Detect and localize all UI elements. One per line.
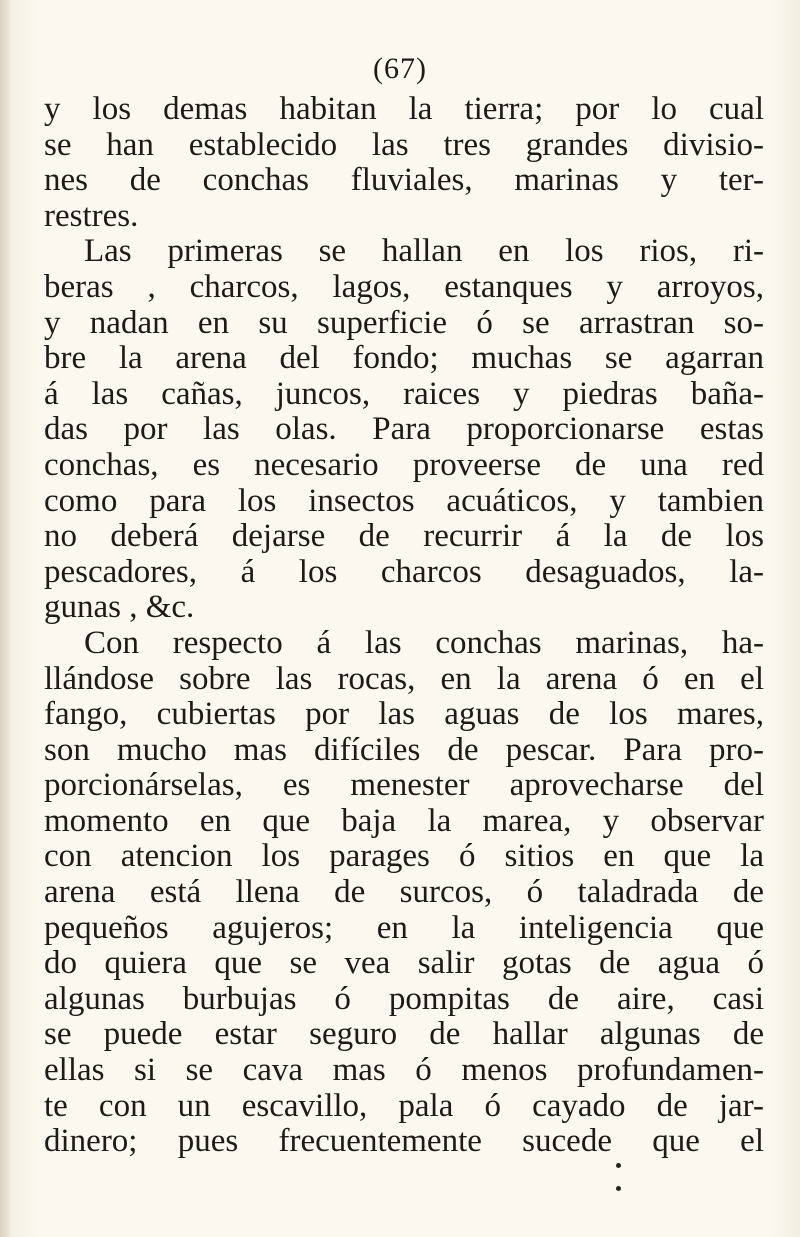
text-line: no deberá dejarse de recurrir á la de los — [44, 518, 764, 555]
signature-dot — [616, 1186, 621, 1191]
text-line: pequeños agujeros; en la inteligencia que — [44, 909, 764, 946]
text-line: do quiera que se vea salir gotas de agua ó — [44, 945, 764, 982]
text-line: se han establecido las tres grandes divisio- — [44, 126, 764, 163]
body-text — [44, 92, 764, 1160]
text-line: se puede estar seguro de hallar algunas de — [44, 1016, 764, 1053]
text-line: y los demas habitan la tierra; por lo cual — [44, 91, 764, 127]
text-line: nes de conchas fluviales, marinas y ter- — [44, 162, 764, 199]
text-line: como para los insectos acuáticos, y tambien — [44, 482, 764, 519]
text-line: dinero; pues frecuentemente sucede que el — [44, 1123, 764, 1160]
text-line: bre la arena del fondo; muchas se agarran — [44, 340, 764, 377]
signature-dot — [616, 1163, 621, 1168]
text-line: ellas si se cava mas ó menos profundamen- — [44, 1052, 764, 1089]
text-line: y nadan en su superficie ó se arrastran so- — [44, 304, 764, 341]
text-line: á las cañas, juncos, raices y piedras baña- — [44, 375, 764, 412]
text-line: porcionárselas, es menester aprovecharse del — [44, 767, 764, 804]
text-line: momento en que baja la marea, y observar — [44, 802, 764, 839]
text-line: restres. — [44, 197, 139, 234]
text-line: son mucho mas difíciles de pescar. Para pro- — [44, 731, 764, 768]
text-line: conchas, es necesario proveerse de una red — [44, 446, 764, 483]
text-line: te con un escavillo, pala ó cayado de jar- — [44, 1087, 764, 1124]
page-number: (67) — [373, 52, 427, 85]
text-line: pescadores, á los charcos desaguados, la- — [44, 553, 764, 590]
text-line: con atencion los parages ó sitios en que la — [44, 838, 764, 875]
text-line: Con respecto á las conchas marinas, ha- — [84, 624, 764, 661]
text-line: beras , charcos, lagos, estanques y arroyos, — [44, 268, 764, 305]
signature-mark — [614, 1163, 622, 1191]
text-line: llándose sobre las rocas, en la arena ó en el — [44, 660, 764, 697]
text-line: gunas , &c. — [44, 589, 195, 626]
text-line: algunas burbujas ó pompitas de aire, casi — [44, 980, 764, 1017]
text-line: fango, cubiertas por las aguas de los mares, — [44, 696, 764, 733]
text-line: arena está llena de surcos, ó taladrada de — [44, 874, 764, 911]
page-binding-edge — [0, 0, 10, 1237]
text-line: Las primeras se hallan en los rios, ri- — [84, 233, 764, 270]
text-line: das por las olas. Para proporcionarse estas — [44, 411, 764, 448]
